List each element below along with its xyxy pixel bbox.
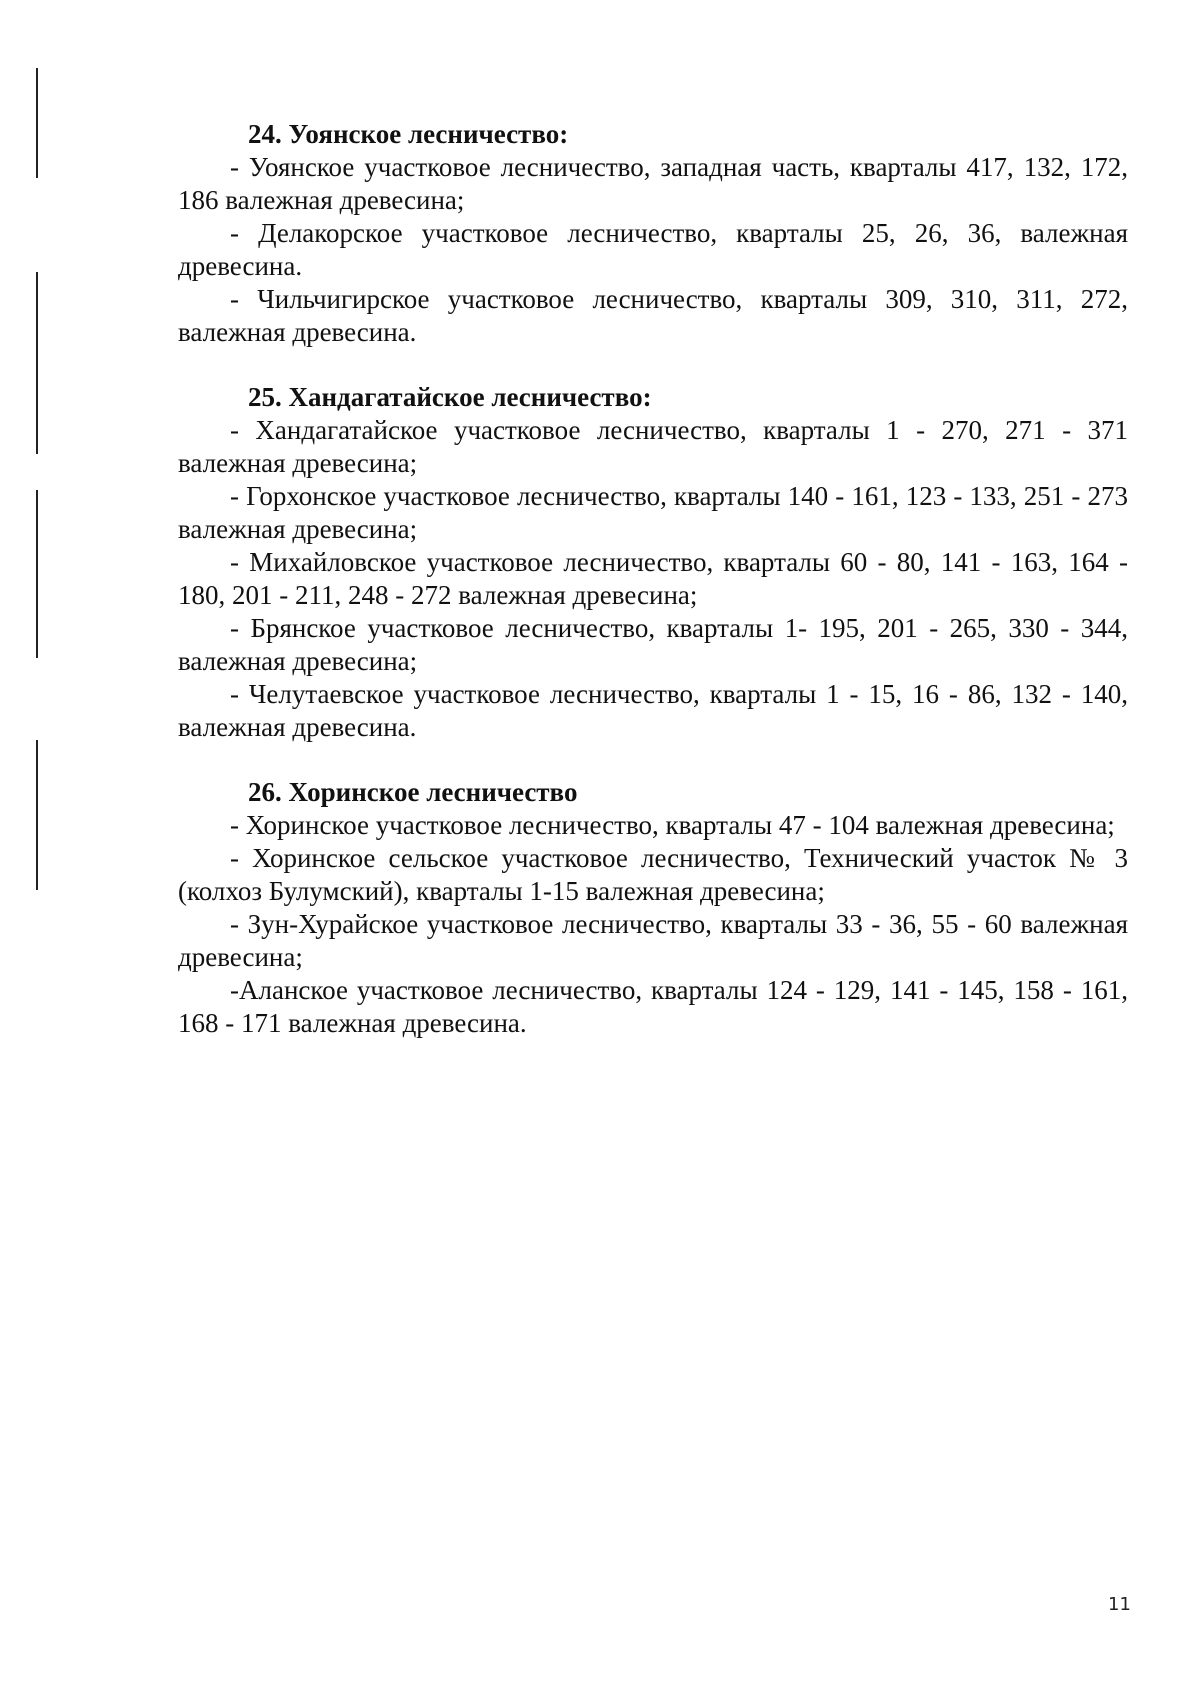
list-item: - Брянское участковое лесничество, кварталы 1- 195, 201 - 265, 330 - 344, валежная древесина;	[178, 613, 1128, 676]
list-item: - Чильчигирское участковое лесничество, кварталы 309, 310, 311, 272, валежная древесина.	[178, 284, 1128, 347]
margin-scan-line	[36, 68, 38, 178]
page-number: 11	[1108, 1594, 1131, 1615]
list-item: - Делакорское участковое лесничество, кварталы 25, 26, 36, валежная древесина.	[178, 218, 1128, 281]
list-item: - Михайловское участковое лесничество, кварталы 60 - 80, 141 - 163, 164 - 180, 201 - 211, 248 - 272 валежная древесина;	[178, 547, 1128, 610]
section-uoyan	[178, 118, 1128, 349]
section-heading: 24. Уоянское лесничество:	[248, 119, 569, 149]
list-item: - Зун-Хурайское участковое лесничество, кварталы 33 - 36, 55 - 60 валежная древесина;	[178, 909, 1128, 972]
section-heading: 26. Хоринское лесничество	[248, 777, 578, 807]
margin-scan-line	[36, 740, 38, 890]
margin-scan-line	[36, 272, 38, 454]
margin-scan-line	[36, 490, 38, 658]
section-khandagatay	[178, 381, 1128, 744]
list-item: - Хоринское сельское участковое лесничество, Технический участок № 3 (колхоз Булумский), кварталы 1-15 валежная древесина;	[178, 843, 1128, 906]
list-item: -Аланское участковое лесничество, кварталы 124 - 129, 141 - 145, 158 - 161, 168 - 171 валежная древесина.	[178, 975, 1128, 1038]
list-item: - Челутаевское участковое лесничество, кварталы 1 - 15, 16 - 86, 132 - 140, валежная древесина.	[178, 679, 1128, 742]
list-item: - Горхонское участковое лесничество, кварталы 140 - 161, 123 - 133, 251 - 273 валежная древесина;	[178, 481, 1128, 544]
section-heading: 25. Хандагатайское лесничество:	[248, 382, 652, 412]
list-item: - Уоянское участковое лесничество, западная часть, кварталы 417, 132, 172, 186 валежная древесина;	[178, 152, 1128, 215]
list-item: - Хоринское участковое лесничество, кварталы 47 - 104 валежная древесина;	[230, 810, 1115, 840]
list-item: - Хандагатайское участковое лесничество, кварталы 1 - 270, 271 - 371 валежная древесина;	[178, 415, 1128, 478]
section-khorinsk	[178, 776, 1128, 1040]
document-body	[178, 118, 1128, 1072]
